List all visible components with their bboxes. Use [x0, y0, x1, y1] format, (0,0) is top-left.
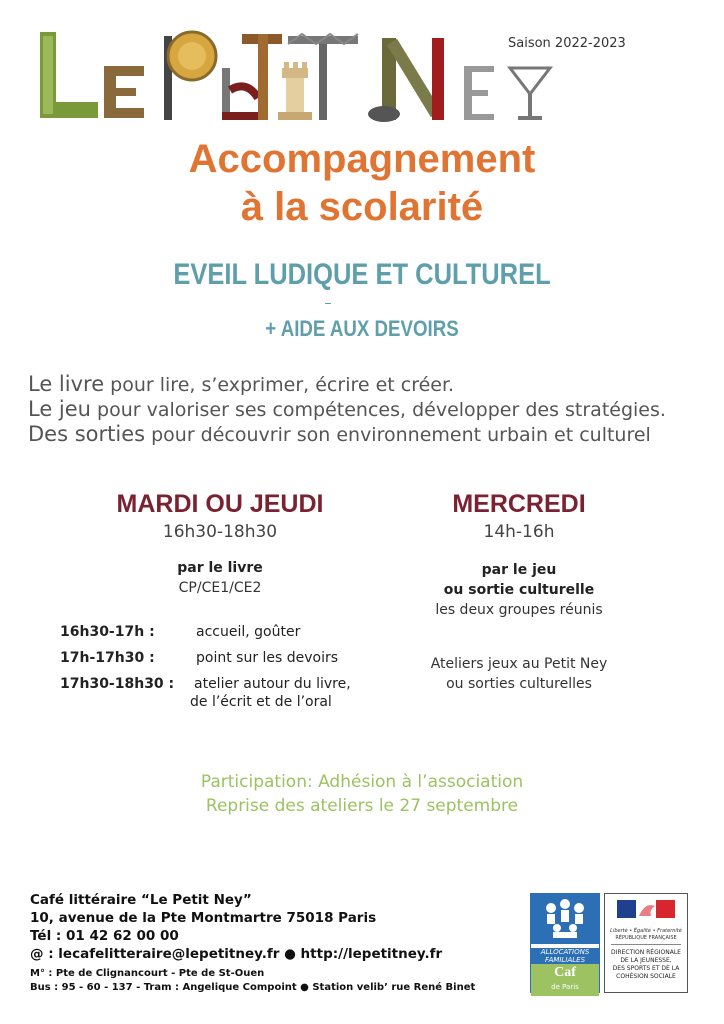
right-activity-2: ou sortie culturelle [443, 582, 595, 598]
logo-letter-t [242, 34, 282, 120]
description-line [28, 372, 666, 397]
schedule-activity-cont: de l’écrit et de l’oral [190, 694, 332, 710]
subtitle-eveil: EVEIL LUDIQUE ET CULTUREL [173, 258, 551, 291]
season-label: Saison 2022-2023 [508, 36, 626, 51]
drjs-line: COHÉSION SOCIALE [616, 973, 676, 980]
le-petit-ney-logo [32, 28, 572, 128]
description-lead: Le jeu [28, 397, 91, 421]
right-day-heading: MERCREDI [452, 490, 586, 518]
schedule-time: 16h30-17h : [60, 624, 155, 640]
drjscs-logo [604, 893, 688, 993]
right-workshops-1: Ateliers jeux au Petit Ney [430, 656, 608, 672]
logo-letter-l [40, 32, 98, 118]
rf-name: RÉPUBLIQUE FRANÇAISE [611, 935, 681, 945]
left-activity: par le livre [177, 560, 263, 576]
caf-line-4: de Paris [551, 983, 579, 991]
logo-letter-y-glass [510, 68, 550, 120]
caf-logo [530, 893, 600, 993]
rf-motto: Liberté • Égalité • Fraternité [610, 928, 682, 934]
logo-letter-n [368, 38, 444, 122]
description [28, 372, 666, 447]
contact-metro: M° : Pte de Clignancourt - Pte de St-Ouen [30, 968, 265, 979]
left-hours: 16h30-18h30 [162, 522, 278, 542]
caf-text-block [531, 948, 599, 964]
marianne-icon [605, 894, 687, 924]
contact-name: Café littéraire “Le Petit Ney” [30, 892, 252, 908]
contact-address: 10, avenue de la Pte Montmartre 75018 Paris [30, 910, 377, 926]
divider-dash [325, 303, 331, 304]
description-lead: Des sorties [28, 422, 146, 446]
logo-letter-e-cutlery [464, 66, 494, 120]
right-hours: 14h-16h [483, 522, 555, 542]
right-groups: les deux groupes réunis [435, 602, 603, 618]
participation-line-2: Reprise des ateliers le 27 septembre [205, 796, 519, 816]
caf-green-block [531, 964, 599, 996]
description-text: pour découvrir son environnement urbain et culturel [145, 424, 651, 446]
description-text: pour valoriser ses compétences, développer des stratégies. [91, 399, 666, 421]
caf-line-3: Caf [554, 965, 576, 980]
schedule-time: 17h-17h30 : [60, 650, 155, 666]
contact-bus: Bus : 95 - 60 - 137 - Tram : Angelique Compoint ● Station velib’ rue René Binet [30, 982, 476, 993]
caf-line-1: ALLOCATIONS [540, 948, 590, 956]
contact-phone: Tél : 01 42 62 00 00 [30, 928, 179, 944]
drjs-line: DE LA JEUNESSE, [620, 957, 672, 964]
title-line-2: à la scolarité [240, 185, 484, 229]
drjs-line: DES SPORTS ET DE LA [612, 965, 680, 972]
schedule-activity: accueil, goûter [196, 624, 301, 640]
description-lead: Le livre [28, 372, 105, 396]
logo-letter-e-utensils [222, 68, 258, 120]
left-level: CP/CE1/CE2 [178, 580, 262, 596]
subtitle-aide-devoirs: + AIDE AUX DEVOIRS [265, 316, 459, 341]
logo-letter-e [104, 66, 144, 118]
participation-line-1: Participation: Adhésion à l’association [200, 772, 524, 792]
caf-line-2: FAMILIALES [544, 956, 586, 964]
drjs-text [605, 949, 687, 981]
right-activity-1: par le jeu [481, 562, 557, 578]
description-line [28, 422, 666, 447]
description-line [28, 397, 666, 422]
schedule-activity: point sur les devoirs [196, 650, 339, 666]
logo-letter-i-rook [278, 62, 312, 120]
title-line-1: Accompagnement [188, 137, 536, 181]
contact-web: @ : lecafelitteraire@lepetitney.fr ● http://lepetitney.fr [30, 946, 443, 962]
caf-figures-icon [531, 894, 599, 944]
left-day-heading: MARDI OU JEUDI [116, 490, 324, 518]
description-text: pour lire, s’exprimer, écrire et créer. [104, 374, 455, 396]
schedule-activity: atelier autour du livre, [194, 676, 351, 692]
right-workshops-2: ou sorties culturelles [446, 676, 592, 692]
schedule-time: 17h30-18h30 : [60, 676, 175, 692]
logo-letter-p-plate [164, 32, 216, 120]
drjs-line: DIRECTION RÉGIONALE [611, 949, 681, 956]
